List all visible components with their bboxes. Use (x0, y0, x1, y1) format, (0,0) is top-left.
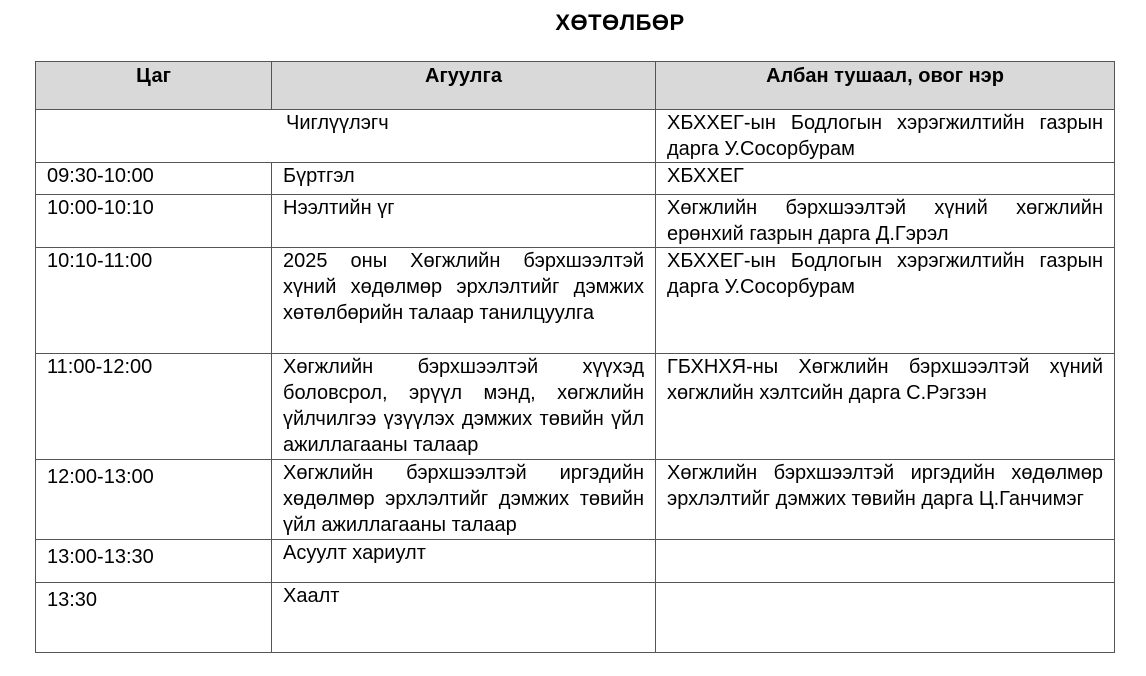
row-content: Хөгжлийн бэрхшээлтэй хүүхэд боловсрол, эрүүл мэнд, хөгжлийн үйлчилгээ үзүүлэх дэмжих төвийн үйл ажиллагааны талаар (272, 354, 656, 460)
row-time: 09:30-10:00 (36, 163, 272, 195)
row-person: ХБХХЕГ (656, 163, 1115, 195)
row-time: 13:00-13:30 (36, 540, 272, 583)
moderator-label (36, 110, 656, 163)
header-time: Цаг (36, 62, 272, 110)
row-content: Нээлтийн үг (272, 195, 656, 248)
header-person: Албан тушаал, овог нэр (656, 62, 1115, 110)
row-content: Хаалт (272, 583, 656, 653)
row-person (656, 540, 1115, 583)
row-person: ГБХНХЯ-ны Хөгжлийн бэрхшээлтэй хүний хөгжлийн хэлтсийн дарга С.Рэгзэн (656, 354, 1115, 460)
row-person (656, 583, 1115, 653)
row-time: 13:30 (36, 583, 272, 653)
table-row (36, 540, 1115, 583)
page-title: ХӨТӨЛБӨР (555, 10, 685, 35)
row-person: Хөгжлийн бэрхшээлтэй хүний хөгжлийн ерөнхий газрын дарга Д.Гэрэл (656, 195, 1115, 248)
moderator-label-text: Чиглүүлэгч (286, 112, 389, 134)
table-row (36, 354, 1115, 460)
moderator-person: ХБХХЕГ-ын Бодлогын хэрэгжилтийн газрын дарга У.Сосорбурам (656, 110, 1115, 163)
table-row (36, 248, 1115, 354)
table-row (36, 195, 1115, 248)
row-person: ХБХХЕГ-ын Бодлогын хэрэгжилтийн газрын дарга У.Сосорбурам (656, 248, 1115, 354)
moderator-row (36, 110, 1115, 163)
program-table (35, 61, 1115, 653)
row-content: 2025 оны Хөгжлийн бэрхшээлтэй хүний хөдөлмөр эрхлэлтийг дэмжих хөтөлбөрийн талаар танилцуулга (272, 248, 656, 354)
row-content: Бүртгэл (272, 163, 656, 195)
table-row (36, 583, 1115, 653)
row-time: 10:00-10:10 (36, 195, 272, 248)
table-header-row (36, 62, 1115, 110)
row-person: Хөгжлийн бэрхшээлтэй иргэдийн хөдөлмөр эрхлэлтийг дэмжих төвийн дарга Ц.Ганчимэг (656, 460, 1115, 540)
row-content: Асуулт хариулт (272, 540, 656, 583)
row-time: 12:00-13:00 (36, 460, 272, 540)
row-time: 10:10-11:00 (36, 248, 272, 354)
row-content: Хөгжлийн бэрхшээлтэй иргэдийн хөдөлмөр эрхлэлтийг дэмжих төвийн үйл ажиллагааны талаар (272, 460, 656, 540)
table-row (36, 460, 1115, 540)
row-time: 11:00-12:00 (36, 354, 272, 460)
header-content: Агуулга (272, 62, 656, 110)
table-row (36, 163, 1115, 195)
